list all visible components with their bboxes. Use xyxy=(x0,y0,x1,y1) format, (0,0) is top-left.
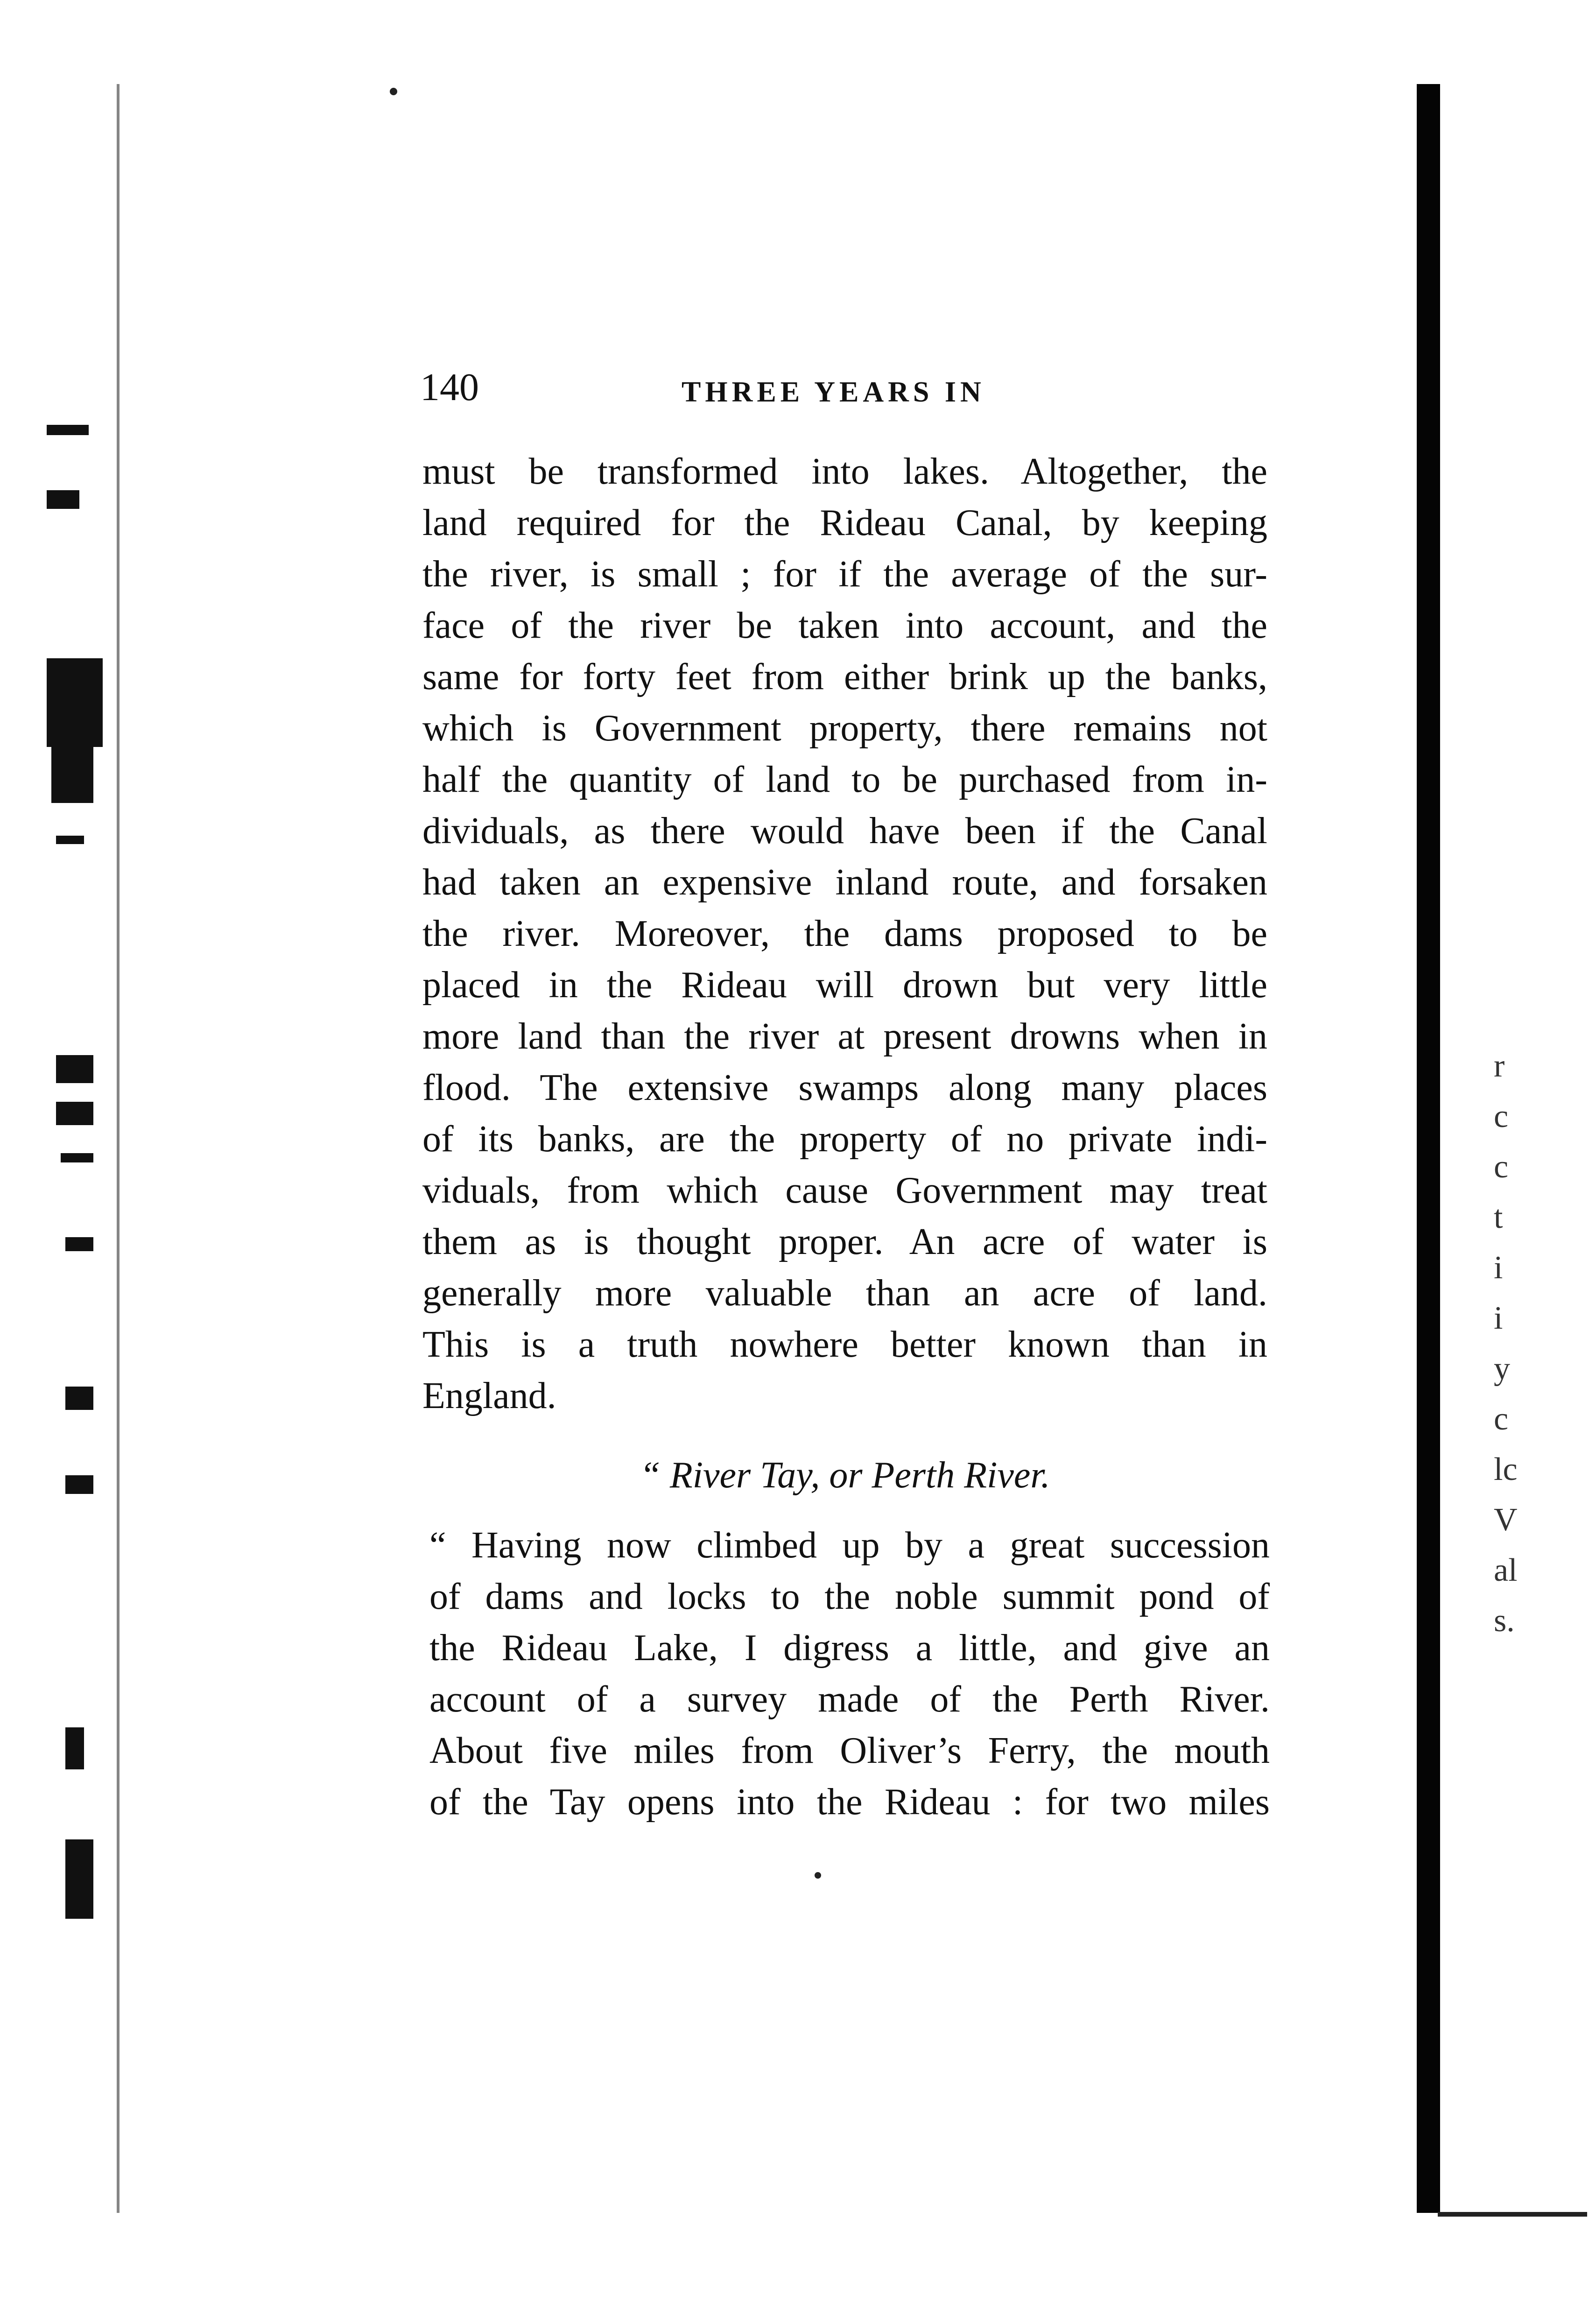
fragment: c xyxy=(1494,1099,1509,1134)
section-heading: “ River Tay, or Perth River. xyxy=(640,1455,1050,1496)
text-line: which is Government property, there remains not xyxy=(422,708,1267,749)
fragment: i xyxy=(1494,1250,1503,1286)
scan-mark xyxy=(56,1055,93,1083)
text-line: placed in the Rideau will drown but very little xyxy=(422,965,1267,1006)
text-line: About five miles from Oliver’s Ferry, the mouth xyxy=(429,1730,1270,1771)
scan-mark xyxy=(65,1475,93,1494)
text-line: had taken an expensive inland route, and forsaken xyxy=(422,862,1267,903)
facing-page-fragments xyxy=(1494,1041,1550,1646)
fragment: r xyxy=(1494,1048,1505,1084)
text-line: viduals, from which cause Government may treat xyxy=(422,1170,1267,1211)
text-line: This is a truth nowhere better known than in xyxy=(422,1324,1267,1365)
scan-mark xyxy=(56,836,84,844)
fragment: c xyxy=(1494,1401,1509,1437)
text-line: more land than the river at present drowns when in xyxy=(422,1016,1267,1057)
scan-mark xyxy=(65,1727,84,1769)
running-header xyxy=(420,359,1279,416)
left-gutter-artifacts xyxy=(47,84,145,2213)
text-line: generally more valuable than an acre of land. xyxy=(422,1273,1267,1314)
text-line: the river, is small ; for if the average of the sur- xyxy=(422,554,1267,595)
text-line: half the quantity of land to be purchased from in- xyxy=(422,759,1267,800)
right-edge-shadow xyxy=(1417,84,1440,2213)
right-edge-foot-shadow xyxy=(1438,2212,1587,2217)
scan-mark xyxy=(47,490,79,509)
text-line: the Rideau Lake, I digress a little, and give an xyxy=(429,1627,1270,1669)
text-line: must be transformed into lakes. Altogether, the xyxy=(422,451,1267,492)
text-line: of its banks, are the property of no private indi- xyxy=(422,1119,1267,1160)
body-paragraph xyxy=(422,446,1267,1422)
fragment: s. xyxy=(1494,1603,1515,1639)
text-line: dividuals, as there would have been if the Canal xyxy=(422,810,1267,852)
text-line: of dams and locks to the noble summit pond of xyxy=(429,1576,1270,1617)
text-line: them as is thought proper. An acre of water is xyxy=(422,1221,1267,1262)
scan-mark xyxy=(47,658,103,747)
scan-mark xyxy=(65,1839,93,1919)
text-line: face of the river be taken into account, and the xyxy=(422,605,1267,646)
fragment: al xyxy=(1494,1552,1518,1588)
fragment: y xyxy=(1494,1351,1510,1387)
gutter-rule xyxy=(117,84,120,2213)
fragment: t xyxy=(1494,1199,1503,1235)
section-paragraph xyxy=(429,1520,1270,1828)
scan-mark xyxy=(56,1102,93,1125)
running-title: THREE YEARS IN xyxy=(682,376,985,408)
scan-mark xyxy=(47,425,89,435)
scan-speck xyxy=(815,1872,821,1879)
scan-mark xyxy=(51,747,93,803)
text-line: “ Having now climbed up by a great succession xyxy=(429,1525,1270,1566)
page-number: 140 xyxy=(420,366,479,409)
text-line: of the Tay opens into the Rideau : for two miles xyxy=(429,1782,1270,1823)
fragment: lc xyxy=(1494,1451,1518,1487)
scan-speck xyxy=(390,88,397,95)
scan-mark xyxy=(65,1387,93,1410)
text-line: England. xyxy=(422,1375,556,1416)
fragment: i xyxy=(1494,1300,1503,1336)
text-line: flood. The extensive swamps along many places xyxy=(422,1067,1267,1108)
text-line: land required for the Rideau Canal, by keeping xyxy=(422,502,1267,543)
scan-mark xyxy=(65,1237,93,1251)
text-line: the river. Moreover, the dams proposed to be xyxy=(422,913,1267,954)
text-line: account of a survey made of the Perth River. xyxy=(429,1679,1270,1720)
fragment: V xyxy=(1494,1502,1518,1538)
fragment: c xyxy=(1494,1149,1509,1185)
scan-mark xyxy=(61,1153,93,1162)
text-line: same for forty feet from either brink up the banks, xyxy=(422,656,1267,697)
